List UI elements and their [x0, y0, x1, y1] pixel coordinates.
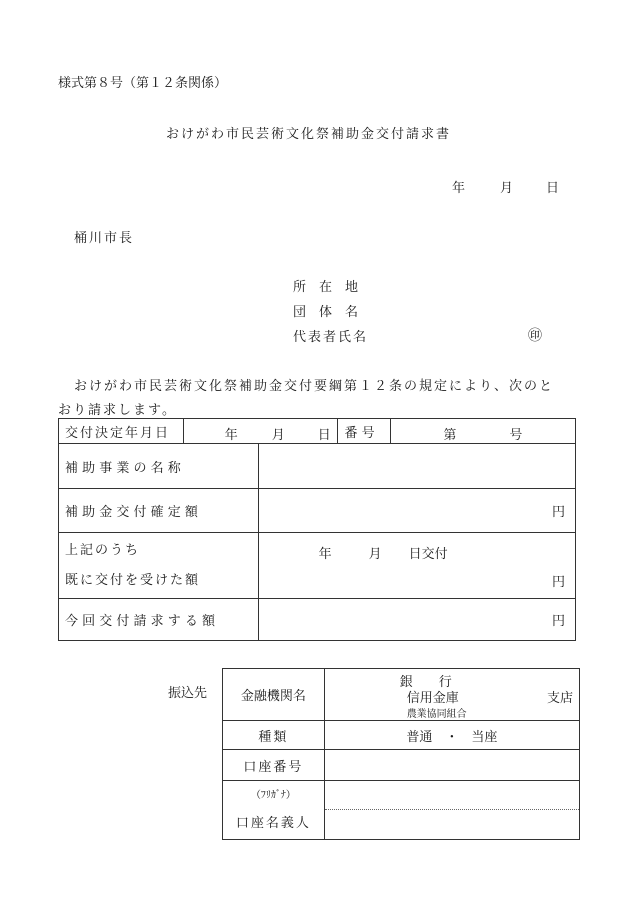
account-holder-value: [324, 781, 579, 840]
seal-mark: ㊞: [528, 328, 542, 344]
confirmed-amount-label: 補 助 金 交 付 確 定 額: [59, 489, 259, 533]
date-day: 日: [546, 181, 560, 196]
body-text-line2: おり請求します。: [58, 403, 177, 418]
request-table: [58, 418, 576, 641]
already-paid-label: 上記のうち 既に交付を受けた額: [59, 533, 259, 599]
group-name-label: 団 体 名: [293, 305, 359, 320]
form-number: 様式第８号（第１２条関係）: [58, 76, 228, 91]
transfer-table: [222, 668, 580, 840]
account-number-label: 口座番号: [223, 750, 325, 781]
number-label: 番 号: [338, 419, 391, 444]
account-kind-value: 普通 ・ 当座: [324, 721, 579, 750]
decision-date-value: 年 月 日: [183, 419, 338, 444]
request-amount-label: 今 回 交 付 請 求 す る 額: [59, 599, 259, 641]
body-text-line1: おけがわ市民芸術文化祭補助金交付要綱第１２条の規定により、次のと: [74, 379, 555, 394]
project-name-value: [258, 444, 575, 489]
request-amount-value: 円: [258, 599, 575, 641]
confirmed-amount-value: 円: [258, 489, 575, 533]
furigana-divider: [325, 809, 579, 810]
document-title: おけがわ市民芸術文化祭補助金交付請求書: [166, 127, 452, 142]
account-number-value: [324, 750, 579, 781]
date-year: 年: [452, 181, 466, 196]
transfer-label: 振込先: [168, 686, 208, 701]
bank-name-label: 金融機関名: [223, 669, 325, 721]
already-paid-value: 年 月 日交付 円: [258, 533, 575, 599]
account-holder-label: （ﾌﾘｶﾞﾅ） 口座名義人: [223, 781, 325, 840]
account-kind-label: 種類: [223, 721, 325, 750]
number-value: 第 号: [391, 419, 576, 444]
representative-label: 代表者氏名: [293, 330, 369, 345]
decision-date-label: 交付決定年月日: [59, 419, 184, 444]
date-month: 月: [500, 181, 514, 196]
address-label: 所 在 地: [293, 280, 359, 295]
project-name-label: 補 助 事 業 の 名 称: [59, 444, 259, 489]
addressee: 桶川市長: [74, 231, 135, 246]
bank-name-value: 銀 行 信用金庫 農業協同組合 支店: [324, 669, 579, 721]
